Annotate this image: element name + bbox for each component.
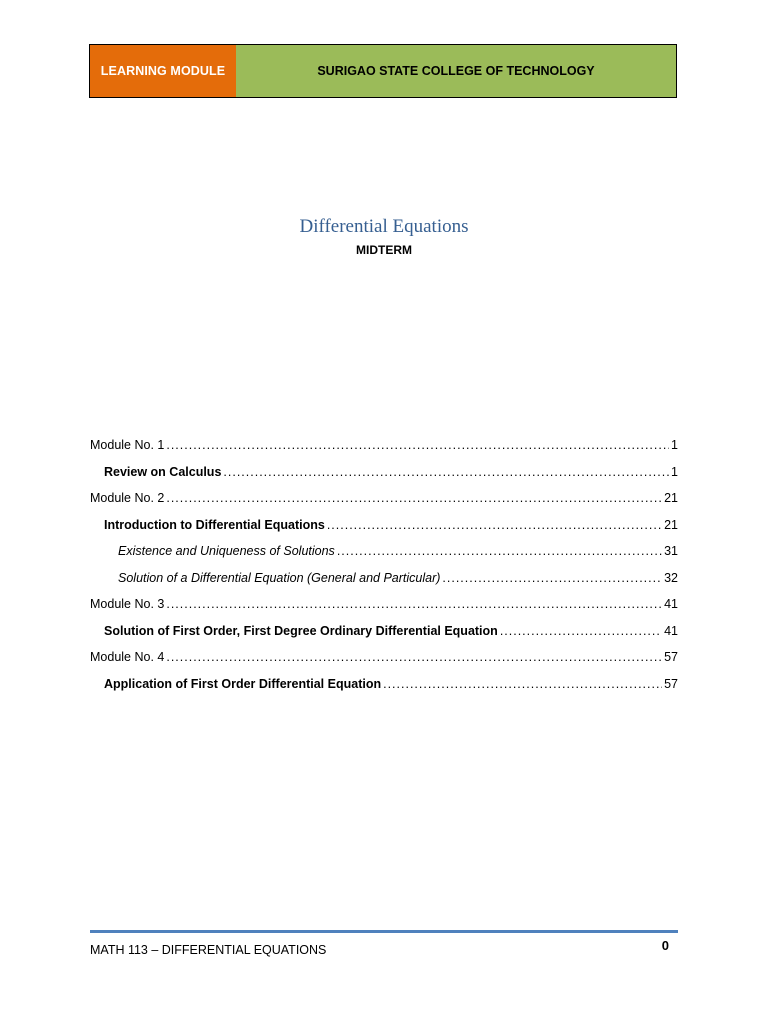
header-banner (89, 44, 677, 98)
document-subtitle: MIDTERM (356, 243, 412, 257)
toc-entry[interactable] (90, 571, 678, 598)
toc-entry-page: 32 (664, 570, 678, 585)
college-name-label: SURIGAO STATE COLLEGE OF TECHNOLOGY (236, 45, 676, 97)
toc-leader-dots (166, 650, 662, 664)
toc-entry-label: Module No. 2 (90, 491, 165, 505)
toc-entry-page: 1 (671, 438, 678, 452)
document-title: Differential Equations (299, 216, 469, 237)
toc-entry-page: 21 (664, 517, 678, 532)
learning-module-label: LEARNING MODULE (90, 45, 236, 97)
toc-entry[interactable] (90, 624, 678, 651)
toc-entry[interactable] (90, 544, 678, 571)
toc-entry[interactable] (90, 518, 678, 545)
footer-rule (90, 930, 678, 933)
toc-leader-dots (327, 518, 662, 532)
toc-leader-dots (166, 597, 662, 611)
toc-entry-page: 31 (664, 544, 678, 558)
toc-leader-dots (383, 677, 662, 691)
toc-leader-dots (166, 438, 669, 452)
toc-entry-page: 57 (664, 650, 678, 664)
toc-entry[interactable] (90, 491, 678, 518)
toc-entry-page: 41 (664, 597, 678, 611)
toc-entry-label: Existence and Uniqueness of Solutions (118, 544, 335, 558)
toc-entry[interactable] (90, 650, 678, 677)
toc-entry-label: Review on Calculus (104, 464, 222, 479)
toc-leader-dots (442, 571, 662, 585)
toc-leader-dots (166, 491, 662, 505)
toc-entry-page: 41 (664, 623, 678, 638)
footer-page-number: 0 (661, 938, 669, 953)
footer-course-title: MATH 113 – DIFFERENTIAL EQUATIONS (90, 943, 327, 957)
toc-leader-dots (223, 465, 669, 479)
toc-leader-dots (500, 624, 662, 638)
toc-entry-label: Application of First Order Differential Equation (104, 676, 382, 691)
toc-entry-label: Module No. 1 (90, 438, 165, 452)
toc-entry-label: Solution of a Differential Equation (General and Particular) (118, 570, 441, 585)
toc-entry-page: 21 (664, 491, 678, 505)
toc-entry[interactable] (90, 597, 678, 624)
toc-entry-label: Introduction to Differential Equations (104, 517, 325, 532)
table-of-contents (90, 438, 678, 703)
toc-entry[interactable] (90, 677, 678, 704)
toc-entry-label: Module No. 3 (90, 597, 165, 611)
toc-entry[interactable] (90, 465, 678, 492)
toc-entry-label: Solution of First Order, First Degree Ordinary Differential Equation (104, 623, 498, 638)
toc-entry-page: 1 (671, 464, 678, 479)
toc-entry[interactable] (90, 438, 678, 465)
toc-leader-dots (337, 544, 662, 558)
toc-entry-page: 57 (664, 676, 678, 691)
toc-entry-label: Module No. 4 (90, 650, 165, 664)
